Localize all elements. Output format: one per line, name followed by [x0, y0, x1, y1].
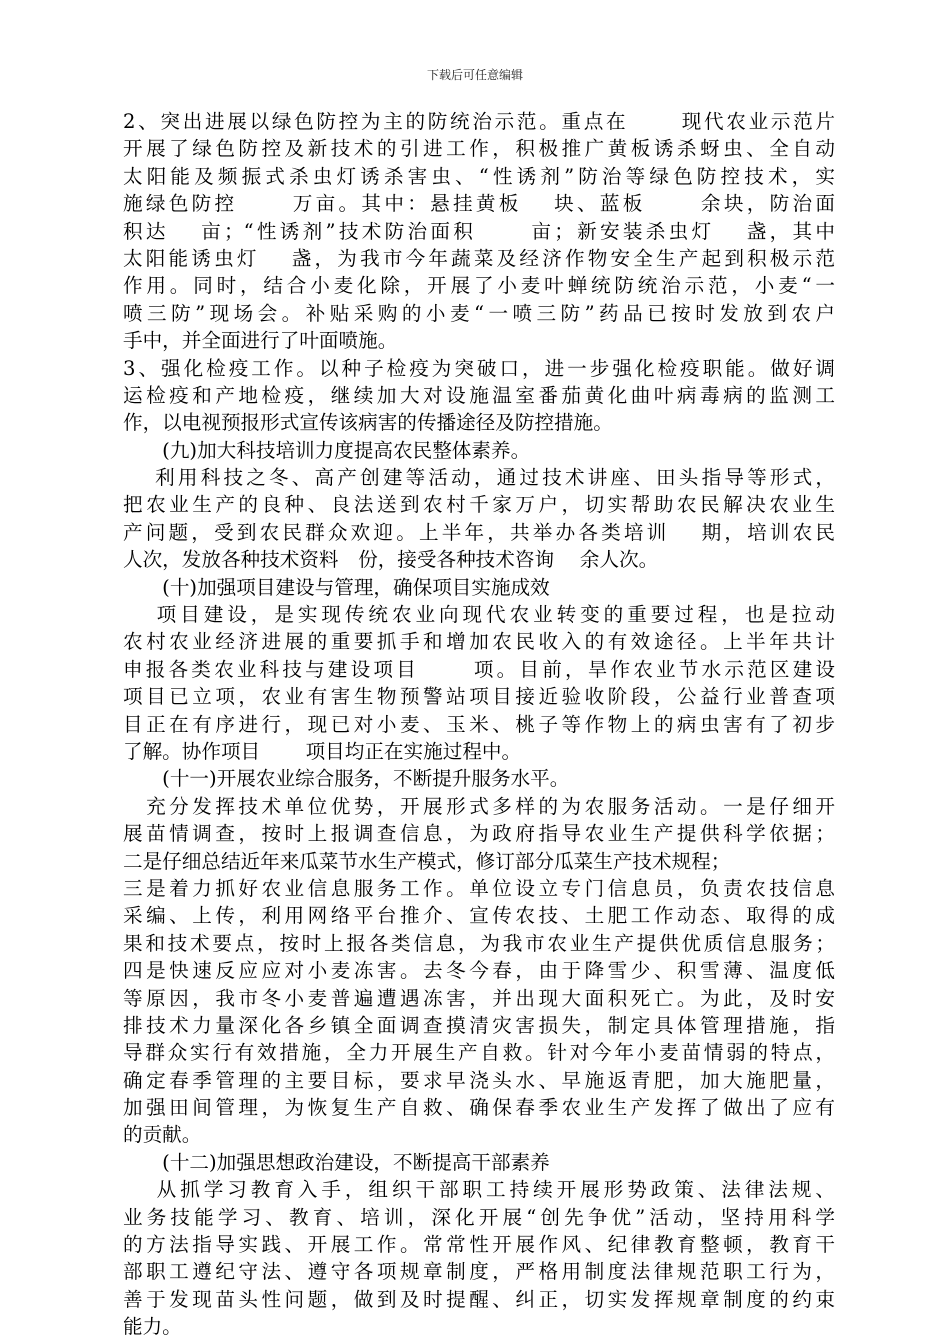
text-line: 二是仔细总结近年来瓜菜节水生产模式，修订部分瓜菜生产技术规程； — [123, 849, 731, 873]
text-line: (十二)加强思想政治建设，不断提高干部素养 — [123, 1150, 550, 1174]
text-line: 充分发挥技术单位优势，开展形式多样的为农服务活动。一是仔细开 — [123, 794, 835, 818]
text-line: 太阳能及频振式杀虫灯诱杀害虫、“性诱剂”防治等绿色防控技术，实 — [123, 164, 835, 188]
text-line: 作用。同时，结合小麦化除，开展了小麦叶蝉统防统治示范，小麦“一 — [123, 274, 835, 298]
text-line: (十一)开展农业综合服务，不断提升服务水平。 — [123, 767, 570, 791]
text-line: 喷三防”现场会。补贴采购的小麦“一喷三防”药品已按时发放到农户 — [123, 301, 835, 325]
text-line: 从抓学习教育入手，组织干部职工持续开展形势政策、法律法规、 — [123, 1178, 835, 1202]
text-line: 利用科技之冬、高产创建等活动，通过技术讲座、田头指导等形式， — [123, 466, 835, 490]
text-line: 展苗情调查，按时上报调查信息，为政府指导农业生产提供科学依据； — [123, 822, 835, 846]
text-line: 3、强化检疫工作。以种子检疫为突破口，进一步强化检疫职能。做好调 — [123, 356, 835, 380]
text-line: 排技术力量深化各乡镇全面调查摸清灾害损失，制定具体管理措施，指 — [123, 1013, 835, 1037]
text-line: 善于发现苗头性问题，做到及时提醒、纠正，切实发挥规章制度的约束 — [123, 1287, 835, 1311]
text-line: 产问题，受到农民群众欢迎。上半年，共举办各类培训 期，培训农民 — [123, 520, 835, 544]
text-line: 施绿色防控 万亩。其中：悬挂黄板 块、蓝板 余块，防治面 — [123, 192, 835, 216]
text-line: 业务技能学习、教育、培训，深化开展“创先争优”活动，坚持用科学 — [123, 1205, 835, 1229]
text-line: 积达 亩；“性诱剂”技术防治面积 亩；新安装杀虫灯 盏，其中 — [123, 219, 835, 243]
document-body — [123, 108, 835, 1341]
text-line: 确定春季管理的主要目标，要求早浇头水、早施返青肥，加大施肥量， — [123, 1068, 835, 1092]
text-line: 把农业生产的良种、良法送到农村千家万户，切实帮助农民解决农业生 — [123, 493, 835, 517]
text-line: 开展了绿色防控及新技术的引进工作，积极推广黄板诱杀蚜虫、全自动 — [123, 137, 835, 161]
text-line: 作，以电视预报形式宣传该病害的传播途径及防控措施。 — [123, 411, 613, 435]
text-line: 太阳能诱虫灯 盏，为我市今年蔬菜及经济作物安全生产起到积极示范 — [123, 246, 835, 270]
text-line: 项目已立项，农业有害生物预警站项目接近验收阶段，公益行业普查项 — [123, 685, 835, 709]
text-line: 的贡献。 — [123, 1123, 202, 1147]
text-line: 申报各类农业科技与建设项目 项。目前，旱作农业节水示范区建设 — [123, 657, 835, 681]
text-line: 运检疫和产地检疫，继续加大对设施温室番茄黄化曲叶病毒病的监测工 — [123, 383, 835, 407]
text-line: 人次，发放各种技术资料 份，接受各种技术咨询 余人次。 — [123, 548, 659, 572]
text-line: 等原因，我市冬小麦普遍遭遇冻害，并出现大面积死亡。为此，及时安 — [123, 986, 835, 1010]
text-line: 项目建设，是实现传统农业向现代农业转变的重要过程，也是拉动 — [123, 603, 835, 627]
page-header: 下载后可任意编辑 — [426, 68, 523, 82]
text-line: 部职工遵纪守法、遵守各项规章制度，严格用制度法律规范职工行为， — [123, 1260, 835, 1284]
text-line: 导群众实行有效措施，全力开展生产自救。针对今年小麦苗情弱的特点， — [123, 1041, 835, 1065]
text-line: (九)加大科技培训力度提高农民整体素养。 — [123, 438, 531, 462]
text-line: 目正在有序进行，现已对小麦、玉米、桃子等作物上的病虫害有了初步 — [123, 712, 835, 736]
text-line: 四是快速反应应对小麦冻害。去冬今春，由于降雪少、积雪薄、温度低 — [123, 959, 835, 983]
text-line: 2、突出进展以绿色防控为主的防统治示范。重点在 现代农业示范片 — [123, 110, 835, 133]
text-line: 能力。 — [123, 1315, 182, 1339]
text-line: (十)加强项目建设与管理，确保项目实施成效 — [123, 575, 550, 599]
text-line: 加强田间管理，为恢复生产自救、确保春季农业生产发挥了做出了应有 — [123, 1096, 835, 1120]
text-line: 果和技术要点，按时上报各类信息，为我市农业生产提供优质信息服务； — [123, 931, 835, 955]
text-line: 了解。协作项目 项目均正在实施过程中。 — [123, 739, 522, 763]
text-line: 采编、上传，利用网络平台推介、宣传农技、土肥工作动态、取得的成 — [123, 904, 835, 928]
text-line: 手中，并全面进行了叶面喷施。 — [123, 329, 398, 353]
text-line: 的方法指导实践、开展工作。常常性开展作风、纪律教育整顿，教育干 — [123, 1233, 835, 1257]
text-line: 农村农业经济进展的重要抓手和增加农民收入的有效途径。上半年共计 — [123, 630, 835, 654]
text-line: 三是着力抓好农业信息服务工作。单位设立专门信息员，负责农技信息 — [123, 876, 835, 900]
